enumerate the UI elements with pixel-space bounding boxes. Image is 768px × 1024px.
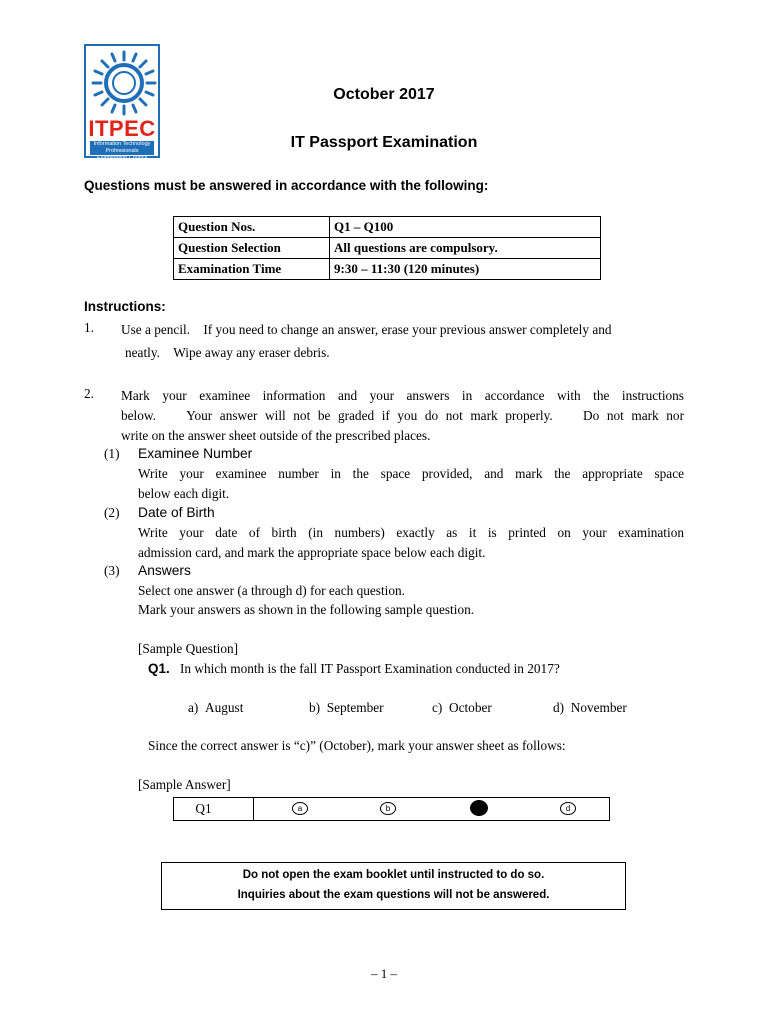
sub-item-number: (3) bbox=[104, 563, 120, 578]
table-row bbox=[174, 217, 601, 238]
instruction-line: Mark your answers as shown in the following sample question. bbox=[138, 602, 475, 617]
table-row bbox=[174, 238, 601, 259]
instruction-line: below each digit. bbox=[138, 486, 230, 501]
logo-tagline: Information Technology Professionals Examination Council bbox=[90, 141, 154, 155]
table-cell-label: Question Nos. bbox=[174, 217, 330, 238]
table-cell-label: Examination Time bbox=[174, 259, 330, 280]
sub-item-heading: Answers bbox=[138, 563, 191, 578]
option-b: b) September bbox=[309, 700, 384, 715]
page-title: IT Passport Examination bbox=[290, 134, 478, 151]
exam-date: October 2017 bbox=[333, 86, 435, 103]
instruction-line: Use a pencil. If you need to change an answer, erase your previous answer completely and bbox=[121, 322, 612, 337]
logo-wordmark: ITPEC bbox=[88, 116, 156, 141]
instruction-line: Select one answer (a through d) for each question. bbox=[138, 583, 405, 598]
option-c: c) October bbox=[432, 700, 492, 715]
sub-item-heading: Date of Birth bbox=[138, 505, 215, 520]
sub-item-heading: Examinee Number bbox=[138, 446, 253, 461]
option-d: d) November bbox=[553, 700, 627, 715]
sub-item-number: (1) bbox=[104, 446, 120, 461]
instruction-line: write on the answer sheet outside of the prescribed places. bbox=[121, 428, 431, 443]
answer-bubble-c-filled bbox=[470, 800, 488, 816]
sub-item-number: (2) bbox=[104, 505, 120, 520]
item-number: 2. bbox=[84, 386, 94, 401]
answer-explanation: Since the correct answer is “c)” (October), mark your answer sheet as follows: bbox=[148, 738, 566, 753]
sample-question-label: [Sample Question] bbox=[138, 641, 239, 656]
option-a: a) August bbox=[188, 700, 244, 715]
table-cell-value: 9:30 – 11:30 (120 minutes) bbox=[330, 259, 601, 280]
notice-line: Inquiries about the exam questions will not be answered. bbox=[237, 889, 550, 901]
table-cell-value: All questions are compulsory. bbox=[330, 238, 601, 259]
table-cell-label: Question Selection bbox=[174, 238, 330, 259]
sun-emblem-icon bbox=[90, 50, 158, 116]
exam-info-table bbox=[173, 216, 601, 280]
sample-answer-grid bbox=[173, 797, 610, 821]
table-cell-value: Q1 – Q100 bbox=[330, 217, 601, 238]
answer-bubble-d: d bbox=[560, 802, 576, 815]
answer-grid-question: Q1 bbox=[174, 798, 254, 820]
instruction-line: neatly. Wipe away any eraser debris. bbox=[125, 345, 330, 360]
instruction-line: below. Your answer will not be graded if you do not mark properly. Do not mark nor bbox=[121, 408, 684, 423]
instructions-heading: Instructions: bbox=[84, 299, 166, 314]
sample-question-number: Q1. bbox=[148, 661, 170, 676]
answer-bubble-a: a bbox=[292, 802, 308, 815]
item-number: 1. bbox=[84, 320, 94, 335]
sample-question-text: In which month is the fall IT Passport Examination conducted in 2017? bbox=[180, 661, 560, 676]
answer-bubble-b: b bbox=[380, 802, 396, 815]
sample-answer-label: [Sample Answer] bbox=[138, 777, 231, 792]
page-number: – 1 – bbox=[371, 966, 397, 981]
notice-line: Do not open the exam booklet until instructed to do so. bbox=[242, 869, 545, 881]
instruction-line: Write your date of birth (in numbers) exactly as it is printed on your examination bbox=[138, 525, 684, 540]
table-row bbox=[174, 259, 601, 280]
intro-text: Questions must be answered in accordance with the following: bbox=[84, 178, 489, 193]
notice-box bbox=[161, 862, 626, 910]
instruction-line: admission card, and mark the appropriate space below each digit. bbox=[138, 545, 486, 560]
instruction-line: Mark your examinee information and your answers in accordance with the instructions bbox=[121, 388, 684, 403]
instruction-line: Write your examinee number in the space provided, and mark the appropriate space bbox=[138, 466, 684, 481]
